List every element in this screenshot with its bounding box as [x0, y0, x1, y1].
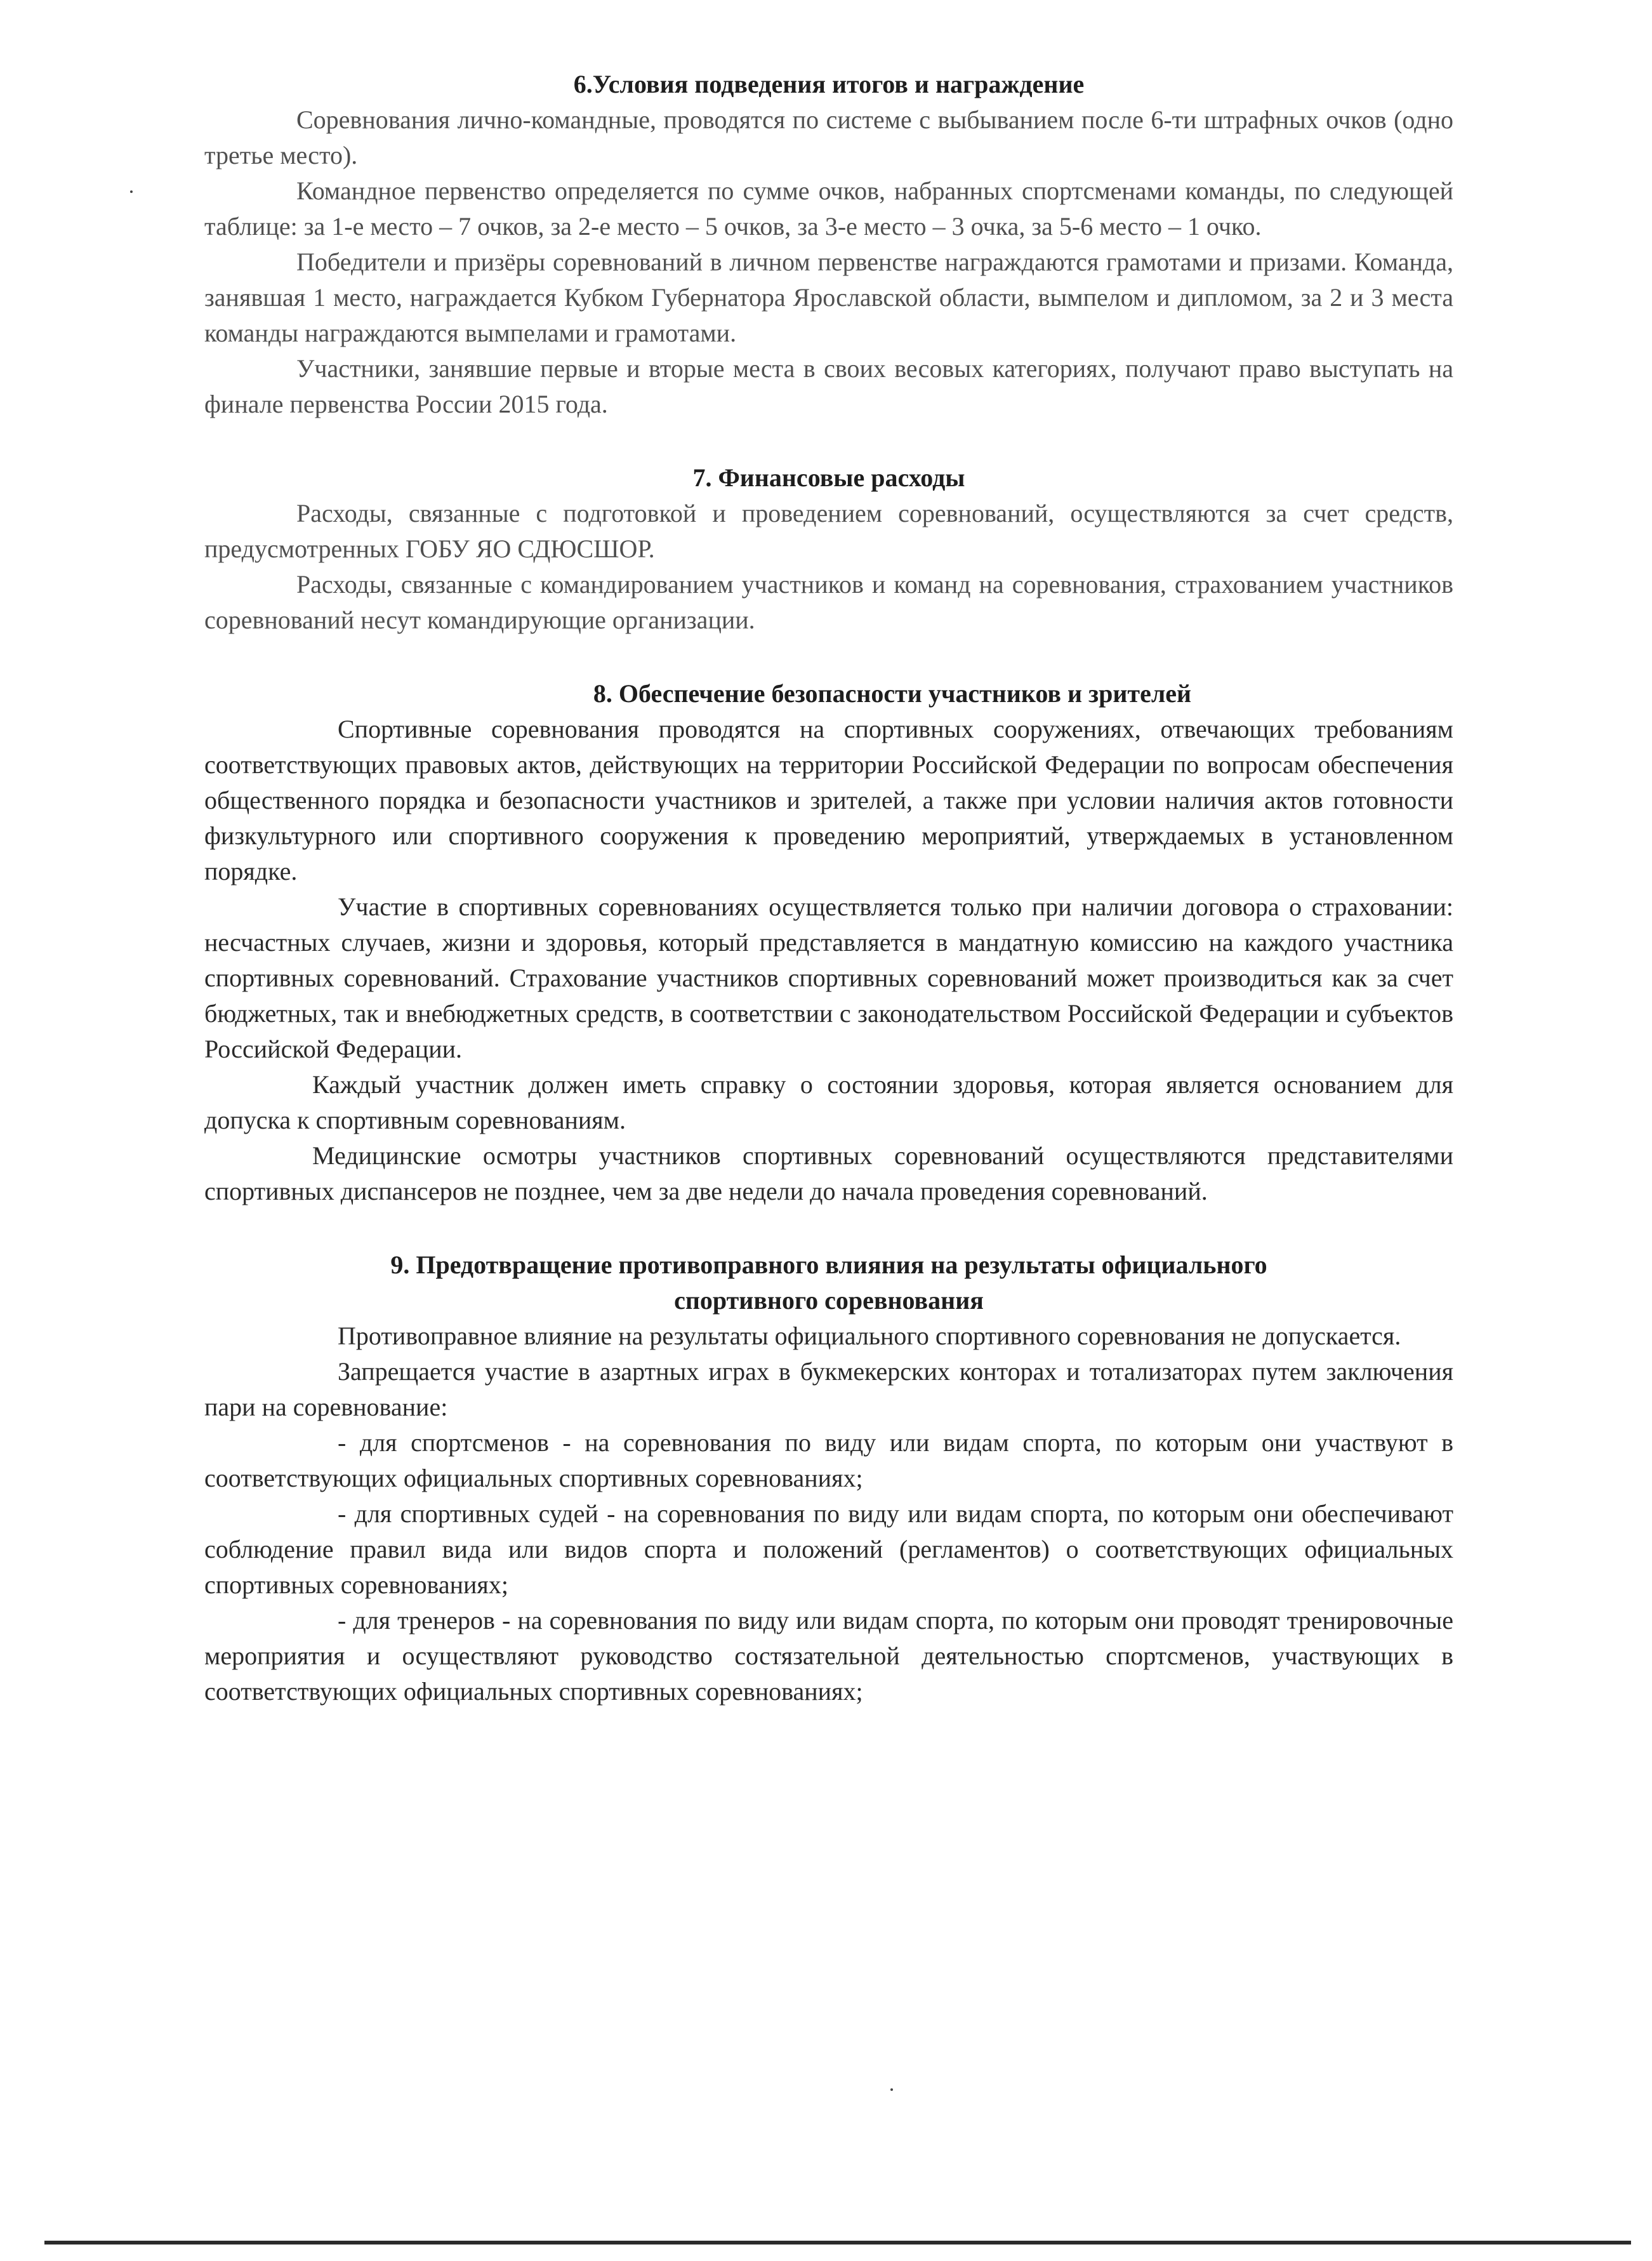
section-9-title-line-2: спортивного соревнования — [674, 1286, 984, 1315]
section-6-paragraph-3: Победители и призёры соревнований в личном первенстве награждаются грамотами и призами. Команда, занявшая 1 место, награждается Кубком Губернатора Ярославской области, вымпелом и дипломом, за 2 и 3 места команды награждаются вымпелами и грамотами. — [204, 248, 1453, 347]
scan-speck — [130, 190, 133, 193]
section-8-paragraph-3: Каждый участник должен иметь справку о состоянии здоровья, которая является основанием для допуска к спортивным соревнованиям. — [204, 1070, 1453, 1134]
document-page — [204, 67, 1453, 1709]
scan-speck — [890, 2088, 893, 2091]
section-9-title — [204, 1247, 1453, 1318]
section-9-item-judges: - для спортивных судей - на соревнования по виду или видам спорта, по которым они обеспечивают соблюдение правил вида или видов спорта и положений (регламентов) о соответствующих официальных спортивных соревнованиях; — [204, 1499, 1453, 1599]
section-8-title: 8. Обеспечение безопасности участников и зрителей — [593, 679, 1192, 708]
section-7-paragraph-1: Расходы, связанные с подготовкой и проведением соревнований, осуществляются за счет средств, предусмотренных ГОБУ ЯО СДЮСШОР. — [204, 499, 1453, 563]
section-9-title-line-1: 9. Предотвращение противоправного влияния на результаты официального — [390, 1250, 1267, 1279]
section-7-paragraph-2: Расходы, связанные с командированием участников и команд на соревнования, страхованием участников соревнований несут командирующие организации. — [204, 570, 1453, 634]
section-8-paragraph-2: Участие в спортивных соревнованиях осуществляется только при наличии договора о страховании: несчастных случаев, жизни и здоровья, который представляется в мандатную комиссию на каждого участника спортивных соревнований. Страхование участников спортивных соревнований может производиться как за счет бюджетных, так и внебюджетных средств, в соответствии с законодательством Российской Федерации и субъектов Российской Федерации. — [204, 892, 1453, 1063]
section-9-item-athletes: - для спортсменов - на соревнования по виду или видам спорта, по которым они участвуют в соответствующих официальных спортивных соревнованиях; — [204, 1428, 1453, 1492]
section-6-paragraph-1: Соревнования лично-командные, проводятся по системе с выбыванием после 6-ти штрафных очков (одно третье место). — [204, 105, 1453, 169]
scan-edge-line — [44, 2241, 1631, 2244]
section-8-paragraph-1: Спортивные соревнования проводятся на спортивных сооружениях, отвечающих требованиям соответствующих правовых актов, действующих на территории Российской Федерации по вопросам обеспечения общественного порядка и безопасности участников и зрителей, а также при условии наличия актов готовности физкультурного или спортивного сооружения к проведению мероприятий, утверждаемых в установленном порядке. — [204, 715, 1453, 885]
section-9-item-coaches: - для тренеров - на соревнования по виду или видам спорта, по которым они проводят тренировочные мероприятия и осуществляют руководство состязательной деятельностью спортсменов, участвующих в соответствующих официальных спортивных соревнованиях; — [204, 1606, 1453, 1706]
section-6-paragraph-2: Командное первенство определяется по сумме очков, набранных спортсменами команды, по следующей таблице: за 1-е место – 7 очков, за 2-е место – 5 очков, за 3-е место – 3 очка, за 5-6 место – 1 очко. — [204, 176, 1453, 241]
section-8-paragraph-4: Медицинские осмотры участников спортивных соревнований осуществляются представителями спортивных диспансеров не позднее, чем за две недели до начала проведения соревнований. — [204, 1141, 1453, 1205]
section-7-title: 7. Финансовые расходы — [692, 463, 965, 492]
section-6-title: 6.Условия подведения итогов и награждение — [573, 70, 1085, 98]
section-9-paragraph-2: Запрещается участие в азартных играх в букмекерских конторах и тотализаторах путем заключения пари на соревнование: — [204, 1357, 1453, 1421]
section-9-paragraph-1: Противоправное влияние на результаты официального спортивного соревнования не допускается. — [338, 1322, 1401, 1350]
section-6-paragraph-4: Участники, занявшие первые и вторые места в своих весовых категориях, получают право выступать на финале первенства России 2015 года. — [204, 354, 1453, 418]
